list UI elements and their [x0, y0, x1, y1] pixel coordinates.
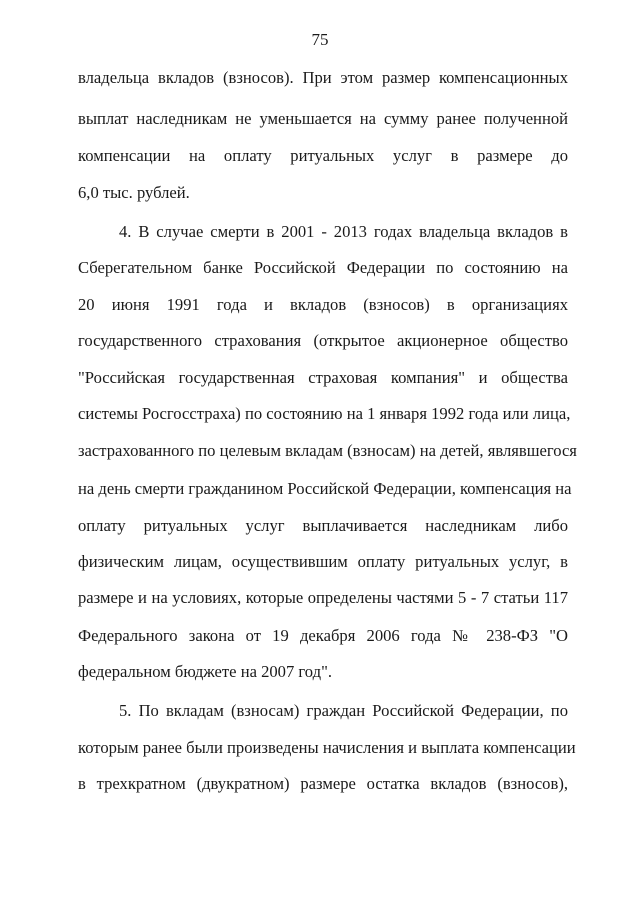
- text-line-8: государственного страхования (открытое акционерное общество: [78, 331, 568, 350]
- text-line-3: компенсации на оплату ритуальных услуг в размере до: [78, 146, 568, 165]
- text-line-17: федеральном бюджете на 2007 год".: [78, 662, 332, 681]
- text-line-6: Сберегательном банке Российской Федерации по состоянию на: [78, 258, 568, 277]
- text-line-2: выплат наследникам не уменьшается на сумму ранее полученной: [78, 109, 568, 128]
- text-line-7: 20 июня 1991 года и вкладов (взносов) в организациях: [78, 295, 568, 314]
- paragraph-4-first-line: 4. В случае смерти в 2001 - 2013 годах владельца вкладов в: [119, 222, 568, 241]
- text-line-16: Федерального закона от 19 декабря 2006 года № 238-ФЗ "О: [78, 626, 568, 645]
- page-number: 75: [311, 30, 329, 49]
- text-line-4: 6,0 тыс. рублей.: [78, 183, 190, 202]
- text-line-13: оплату ритуальных услуг выплачивается наследникам либо: [78, 516, 568, 535]
- text-line-9: "Российская государственная страховая компания" и общества: [78, 368, 568, 387]
- text-line-15: размере и на условиях, которые определены частями 5 - 7 статьи 117: [78, 588, 568, 607]
- text-line-1: владельца вкладов (взносов). При этом размер компенсационных: [78, 68, 568, 87]
- text-line-12: на день смерти гражданином Российской Федерации, компенсация на: [78, 479, 572, 498]
- paragraph-5-first-line: 5. По вкладам (взносам) граждан Российской Федерации, по: [119, 701, 568, 720]
- text-line-11: застрахованного по целевым вкладам (взносам) на детей, являвшегося: [78, 441, 577, 460]
- text-line-14: физическим лицам, осуществившим оплату ритуальных услуг, в: [78, 552, 568, 571]
- text-line-10: системы Росгосстраха) по состоянию на 1 января 1992 года или лица,: [78, 404, 571, 423]
- text-line-19: которым ранее были произведены начисления и выплата компенсации: [78, 738, 576, 757]
- text-line-20: в трехкратном (двукратном) размере остатка вкладов (взносов),: [78, 774, 568, 793]
